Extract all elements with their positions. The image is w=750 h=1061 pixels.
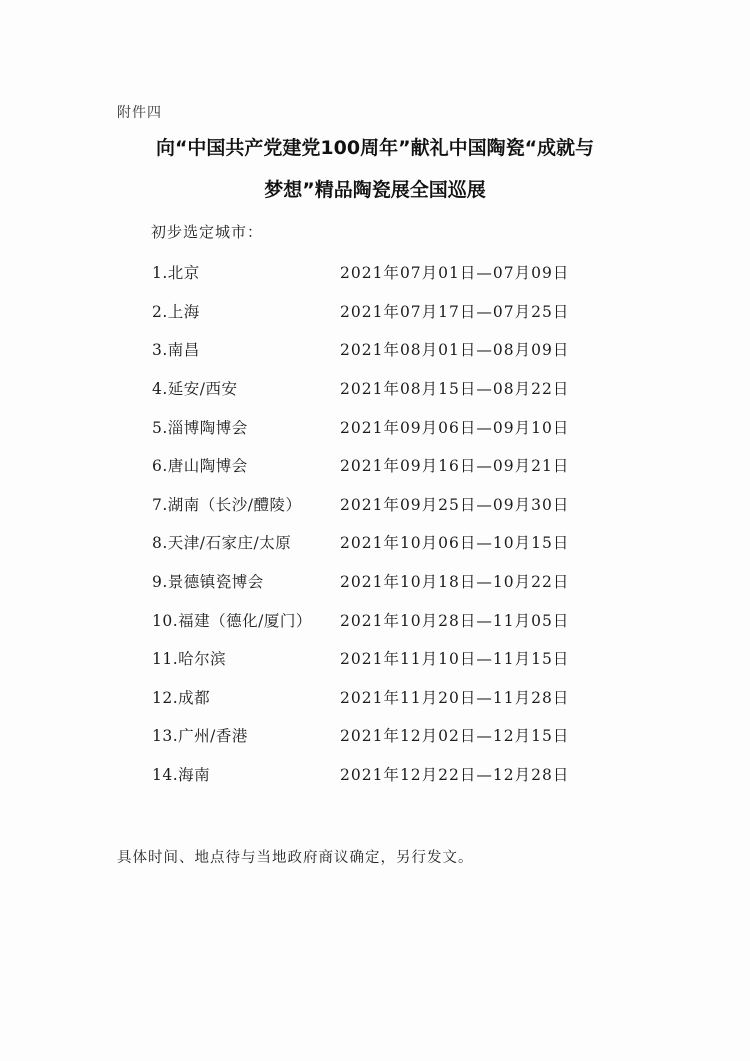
city-name: 9.景德镇瓷博会 [152,573,264,592]
city-name: 3.南昌 [152,341,200,360]
date-range: 2021年07月01日—07月09日 [340,264,570,283]
city-name: 8.天津/石家庄/太原 [152,534,292,553]
document-title-line-2: 梦想”精品陶瓷展全国巡展 [264,179,486,201]
schedule-row [152,678,622,717]
intro-text: 初步选定城市： [151,223,264,241]
city-name: 10.福建（德化/厦门） [152,611,312,630]
schedule-row [152,446,622,485]
schedule-row [152,716,622,755]
schedule-row [152,755,622,794]
date-range: 2021年11月10日—11月15日 [340,650,570,669]
date-range: 2021年09月06日—09月10日 [340,418,570,437]
city-name: 2.上海 [152,302,200,321]
date-range: 2021年12月02日—12月15日 [340,727,570,746]
schedule-row [152,292,622,331]
schedule-row [152,253,622,292]
date-range: 2021年08月01日—08月09日 [340,341,570,360]
schedule-row [152,330,622,369]
schedule-row [152,369,622,408]
date-range: 2021年08月15日—08月22日 [340,380,570,399]
city-name: 1.北京 [152,264,200,283]
schedule-row [152,639,622,678]
city-name: 11.哈尔滨 [152,650,227,669]
closing-note: 具体时间、地点待与当地政府商议确定，另行发文。 [117,850,474,866]
date-range: 2021年07月17日—07月25日 [340,302,570,321]
city-schedule-list [152,253,622,793]
schedule-row [152,523,622,562]
city-name: 12.成都 [152,688,211,707]
date-range: 2021年10月18日—10月22日 [340,573,570,592]
city-name: 13.广州/香港 [152,727,248,746]
schedule-row [152,485,622,524]
city-name: 14.海南 [152,766,211,785]
city-name: 5.淄博陶博会 [152,418,248,437]
city-name: 7.湖南（长沙/醴陵） [152,495,302,514]
date-range: 2021年11月20日—11月28日 [340,688,570,707]
schedule-row [152,407,622,446]
city-name: 6.唐山陶博会 [152,457,248,476]
attachment-label: 附件四 [117,105,162,121]
date-range: 2021年10月28日—11月05日 [340,611,570,630]
document-title-line-1: 向“中国共产党建党100周年”献礼中国陶瓷“成就与 [155,137,595,159]
schedule-row [152,600,622,639]
date-range: 2021年12月22日—12月28日 [340,766,570,785]
date-range: 2021年09月25日—09月30日 [340,495,570,514]
schedule-row [152,562,622,601]
date-range: 2021年09月16日—09月21日 [340,457,570,476]
date-range: 2021年10月06日—10月15日 [340,534,570,553]
city-name: 4.延安/西安 [152,380,238,399]
